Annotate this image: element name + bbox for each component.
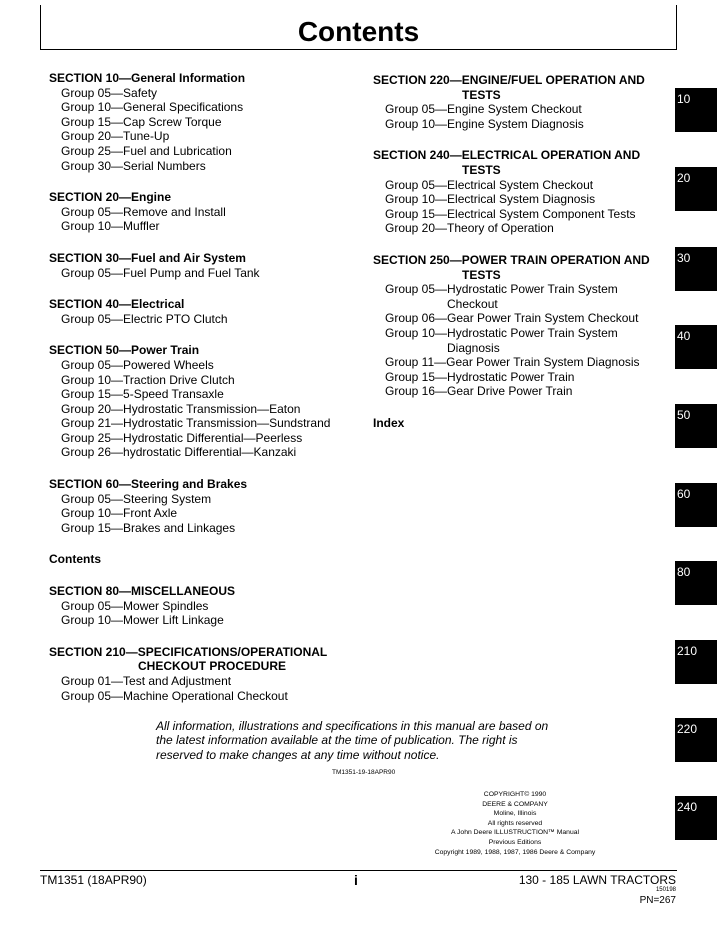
section-heading: SECTION 250—POWER TRAIN OPERATION AND TESTS bbox=[373, 253, 673, 282]
section-heading: SECTION 10—General Information bbox=[49, 71, 246, 85]
copyright-line: DEERE & COMPANY bbox=[482, 800, 548, 808]
group-entry: Group 05—Steering System bbox=[61, 491, 212, 506]
notice-line: All information, illustrations and specifications in this manual are based on bbox=[156, 719, 549, 733]
group-entry: Group 25—Hydrostatic Differential—Peerless bbox=[61, 430, 303, 445]
toc-section bbox=[373, 73, 673, 131]
group-entry: Group 05—Fuel Pump and Fuel Tank bbox=[61, 265, 260, 280]
notice-text bbox=[156, 719, 576, 762]
group-entry: Group 20—Hydrostatic Transmission—Eaton bbox=[61, 401, 301, 416]
toc-section bbox=[373, 148, 673, 236]
group-entry: Group 10—Electrical System Diagnosis bbox=[385, 192, 596, 207]
notice-line: reserved to make changes at any time without notice. bbox=[156, 747, 440, 762]
section-heading-continued: TESTS bbox=[462, 87, 501, 102]
group-entry: Group 05—Electrical System Checkout bbox=[385, 177, 594, 192]
section-heading: SECTION 30—Fuel and Air System bbox=[49, 250, 246, 265]
section-heading: SECTION 20—Engine bbox=[49, 190, 172, 205]
right-column bbox=[373, 73, 673, 447]
section-heading-continued: CHECKOUT PROCEDURE bbox=[138, 659, 287, 674]
group-entry: Group 10—Front Axle bbox=[61, 506, 178, 521]
toc-section bbox=[49, 645, 359, 703]
group-entry: Group 05—Powered Wheels bbox=[61, 357, 214, 372]
group-entry: Group 05—Mower Spindles bbox=[61, 598, 209, 613]
group-entry: Group 10—Mower Lift Linkage bbox=[61, 613, 224, 628]
notice-line: the latest information available at the time of publication. The right is bbox=[156, 733, 518, 748]
group-entry-continued: Checkout bbox=[447, 296, 498, 311]
left-column bbox=[49, 71, 359, 720]
section-heading-continued: TESTS bbox=[462, 267, 501, 282]
section-heading: SECTION 40—Electrical bbox=[49, 297, 185, 312]
toc-section bbox=[373, 253, 673, 399]
copyright-line: All rights reserved bbox=[487, 819, 543, 827]
group-entry: Group 30—Serial Numbers bbox=[61, 158, 206, 173]
toc-section bbox=[49, 71, 359, 173]
contents-label: Contents bbox=[49, 552, 101, 567]
group-entry: Group 01—Test and Adjustment bbox=[61, 674, 232, 688]
group-entry: Group 06—Gear Power Train System Checkout bbox=[385, 311, 639, 326]
group-entry: Group 15—Hydrostatic Power Train bbox=[385, 369, 575, 384]
toc-section bbox=[49, 251, 359, 280]
footer-page-number: i bbox=[354, 872, 358, 888]
group-entry: Group 05—Machine Operational Checkout bbox=[61, 688, 288, 703]
group-entry: Group 15—Cap Screw Torque bbox=[61, 114, 222, 129]
copyright-block bbox=[400, 790, 630, 857]
section-tab-10: 10 bbox=[675, 88, 717, 132]
group-entry: Group 10—Muffler bbox=[61, 219, 160, 234]
section-heading: SECTION 220—ENGINE/FUEL OPERATION AND TESTS bbox=[373, 73, 673, 102]
section-tab-20: 20 bbox=[675, 167, 717, 211]
section-tab-30: 30 bbox=[675, 247, 717, 291]
copyright-line: A John Deere ILLUSTRUCTION™ Manual bbox=[450, 829, 580, 837]
toc-section bbox=[49, 477, 359, 535]
group-entry: Group 10—Traction Drive Clutch bbox=[61, 372, 235, 387]
group-entry: Group 05—Electric PTO Clutch bbox=[61, 311, 228, 326]
section-heading: SECTION 80—MISCELLANEOUS bbox=[49, 584, 236, 599]
group-entry: Group 10—Hydrostatic Power Train System Diagnosis bbox=[373, 326, 673, 355]
group-entry: Group 05—Remove and Install bbox=[61, 204, 226, 219]
group-entry-continued: Diagnosis bbox=[447, 340, 500, 355]
group-entry: Group 20—Theory of Operation bbox=[385, 221, 554, 236]
copyright-line: Previous Editions bbox=[488, 838, 542, 846]
footer-manual-id: TM1351 (18APR90) bbox=[40, 873, 147, 887]
group-entry: Group 20—Tune-Up bbox=[61, 129, 170, 144]
group-entry: Group 15—5-Speed Transaxle bbox=[61, 387, 224, 402]
group-entry: Group 15—Electrical System Component Tests bbox=[385, 206, 636, 221]
group-entry: Group 21—Hydrostatic Transmission—Sundstrand bbox=[61, 416, 331, 431]
section-heading-continued: TESTS bbox=[462, 162, 501, 177]
copyright-line: COPYRIGHT© 1990 bbox=[483, 791, 547, 798]
footer-pn: PN=267 bbox=[639, 895, 676, 906]
toc-section bbox=[49, 584, 359, 628]
page-title: Contents bbox=[297, 16, 420, 47]
section-tab-40: 40 bbox=[675, 325, 717, 369]
section-heading: SECTION 60—Steering and Brakes bbox=[49, 477, 248, 492]
section-tab-80: 80 bbox=[675, 561, 717, 605]
group-entry: Group 05—Safety bbox=[61, 85, 158, 100]
group-entry: Group 15—Brakes and Linkages bbox=[61, 520, 236, 535]
group-entry: Group 05—Hydrostatic Power Train System Checkout bbox=[373, 282, 673, 311]
group-entry: Group 16—Gear Drive Power Train bbox=[385, 384, 573, 399]
toc-section bbox=[49, 343, 359, 460]
section-heading: SECTION 210—SPECIFICATIONS/OPERATIONAL CHECKOUT PROCEDURE bbox=[49, 645, 359, 674]
section-heading: SECTION 240—ELECTRICAL OPERATION AND TESTS bbox=[373, 148, 673, 177]
footer-rule bbox=[40, 870, 677, 871]
section-heading: SECTION 50—Power Train bbox=[49, 343, 200, 358]
footer-code: 150198 bbox=[655, 887, 676, 893]
group-entry: Group 10—General Specifications bbox=[61, 100, 244, 115]
group-entry: Group 11—Gear Power Train System Diagnosis bbox=[385, 355, 640, 370]
group-entry: Group 10—Engine System Diagnosis bbox=[385, 116, 584, 131]
section-tabs bbox=[675, 0, 717, 930]
index-label: Index bbox=[373, 415, 405, 430]
section-tab-60: 60 bbox=[675, 483, 717, 527]
toc-section bbox=[49, 190, 359, 234]
group-entry: Group 05—Engine System Checkout bbox=[385, 102, 582, 117]
footer-product: 130 - 185 LAWN TRACTORS bbox=[518, 873, 676, 887]
group-entry: Group 26—hydrostatic Differential—Kanzaki bbox=[61, 445, 297, 460]
document-code: TM1351-19-18APR90 bbox=[332, 769, 396, 776]
toc-section bbox=[49, 297, 359, 326]
section-tab-240: 240 bbox=[675, 796, 717, 840]
section-tab-210: 210 bbox=[675, 640, 717, 684]
copyright-line: Copyright 1989, 1988, 1987, 1986 Deere & Company bbox=[434, 848, 596, 856]
section-tab-50: 50 bbox=[675, 404, 717, 448]
copyright-line: Moline, Illinois bbox=[493, 810, 537, 818]
group-entry: Group 25—Fuel and Lubrication bbox=[61, 143, 232, 158]
section-tab-220: 220 bbox=[675, 718, 717, 762]
